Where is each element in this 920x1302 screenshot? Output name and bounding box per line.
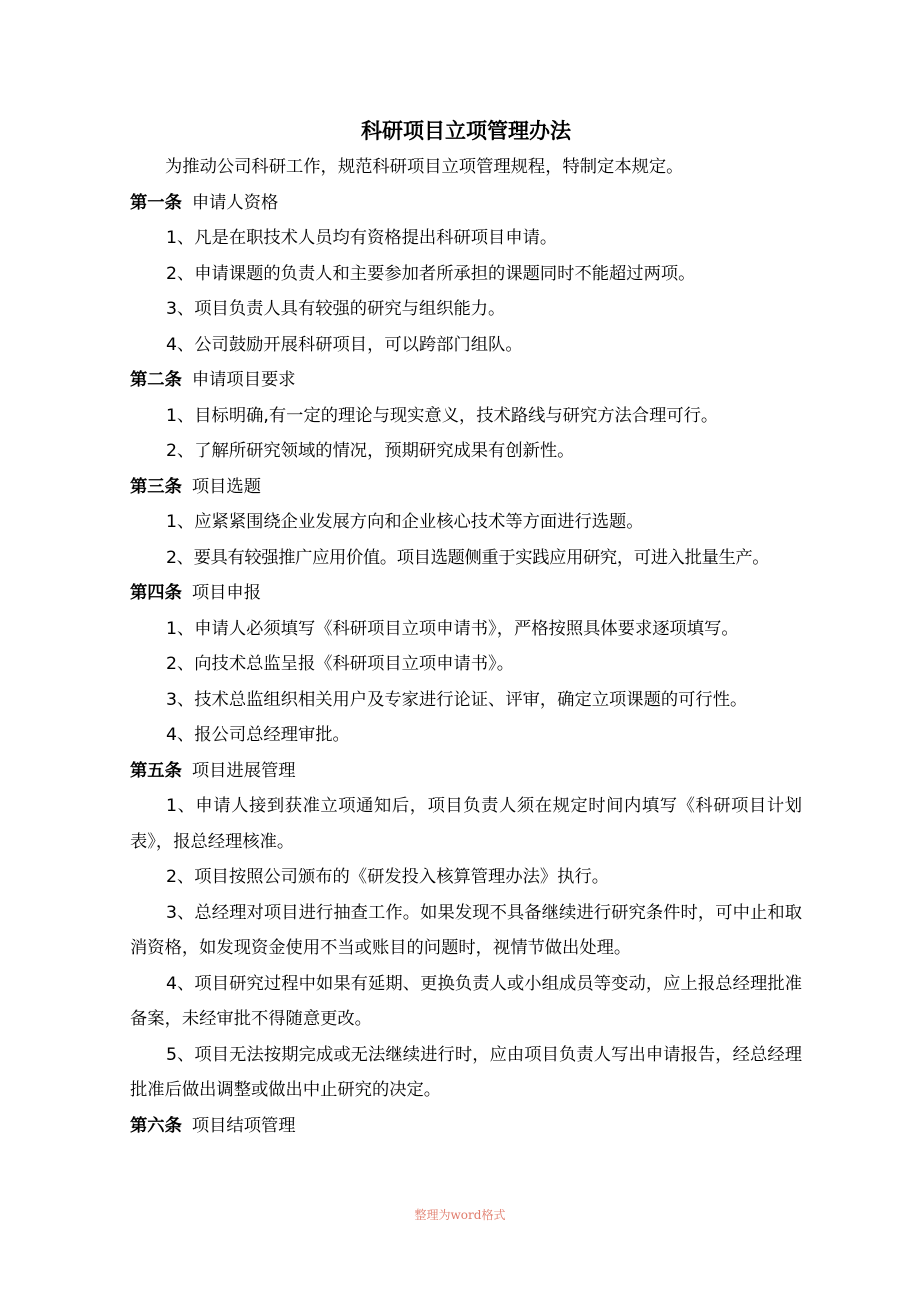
article-item: 5、项目无法按期完成或无法继续进行时，应由项目负责人写出申请报告，经总经理批准后做出调整或做出中止研究的决定。 [130, 1044, 802, 1100]
article-number: 第三条 [130, 476, 182, 497]
article-title: 项目结项管理 [191, 1115, 296, 1136]
article-title: 申请人资格 [191, 192, 279, 213]
article-title: 项目选题 [191, 476, 261, 497]
article-item: 1、应紧紧围绕企业发展方向和企业核心技术等方面进行选题。 [166, 512, 644, 532]
article-item: 2、要具有较强推广应用价值。项目选题侧重于实践应用研究，可进入批量生产。 [166, 547, 770, 568]
article-item: 4、项目研究过程中如果有延期、更换负责人或小组成员等变动，应上报总经理批准备案，未经审批不得随意更改。 [130, 973, 802, 1029]
article-heading [130, 470, 802, 506]
document-title: 科研项目立项管理办法 [361, 119, 571, 143]
article-number: 第二条 [130, 370, 182, 390]
article-item: 1、凡是在职技术人员均有资格提出科研项目申请。 [166, 228, 558, 248]
article-item: 1、目标明确,有一定的理论与现实意义，技术路线与研究方法合理可行。 [166, 405, 719, 426]
article-item: 1、申请人接到获准立项通知后，项目负责人须在规定时间内填写《科研项目计划表》，报总经理核准。 [130, 796, 802, 852]
article-heading [130, 754, 802, 790]
article-number: 第五条 [130, 760, 182, 781]
article-item: 1、申请人必须填写《科研项目立项申请书》，严格按照具体要求逐项填写。 [166, 618, 739, 639]
page-footer: 整理为word格式 [414, 1208, 506, 1222]
article-item: 2、向技术总监呈报《科研项目立项申请书》。 [166, 654, 514, 674]
article-heading [130, 186, 802, 222]
article-title: 项目进展管理 [191, 760, 296, 781]
article-number: 第一条 [130, 192, 182, 213]
article-item: 2、申请课题的负责人和主要参加者所承担的课题同时不能超过两项。 [166, 263, 696, 284]
article-number: 第六条 [130, 1115, 182, 1136]
preamble: 为推动公司科研工作，规范科研项目立项管理规程，特制定本规定。 [165, 157, 684, 177]
article-heading [130, 576, 802, 612]
article-item: 3、总经理对项目进行抽查工作。如果发现不具备继续进行研究条件时，可中止和取消资格，如发现资金使用不当或账目的问题时，视情节做出处理。 [130, 902, 802, 958]
article-heading [130, 363, 802, 399]
article-heading [130, 1109, 802, 1145]
document-body [130, 114, 802, 1144]
article-item: 3、项目负责人具有较强的研究与组织能力。 [166, 299, 506, 319]
article-item: 2、了解所研究领域的情况，预期研究成果有创新性。 [166, 441, 575, 461]
article-item: 3、技术总监组织相关用户及专家进行论证、评审，确定立项课题的可行性。 [166, 689, 748, 710]
article-title: 项目申报 [191, 583, 261, 603]
article-item: 4、公司鼓励开展科研项目，可以跨部门组队。 [166, 334, 523, 355]
article-item: 4、报公司总经理审批。 [166, 725, 350, 745]
article-item: 2、项目按照公司颁布的《研发投入核算管理办法》执行。 [166, 867, 610, 887]
article-title: 申请项目要求 [191, 370, 296, 390]
article-number: 第四条 [130, 583, 182, 603]
